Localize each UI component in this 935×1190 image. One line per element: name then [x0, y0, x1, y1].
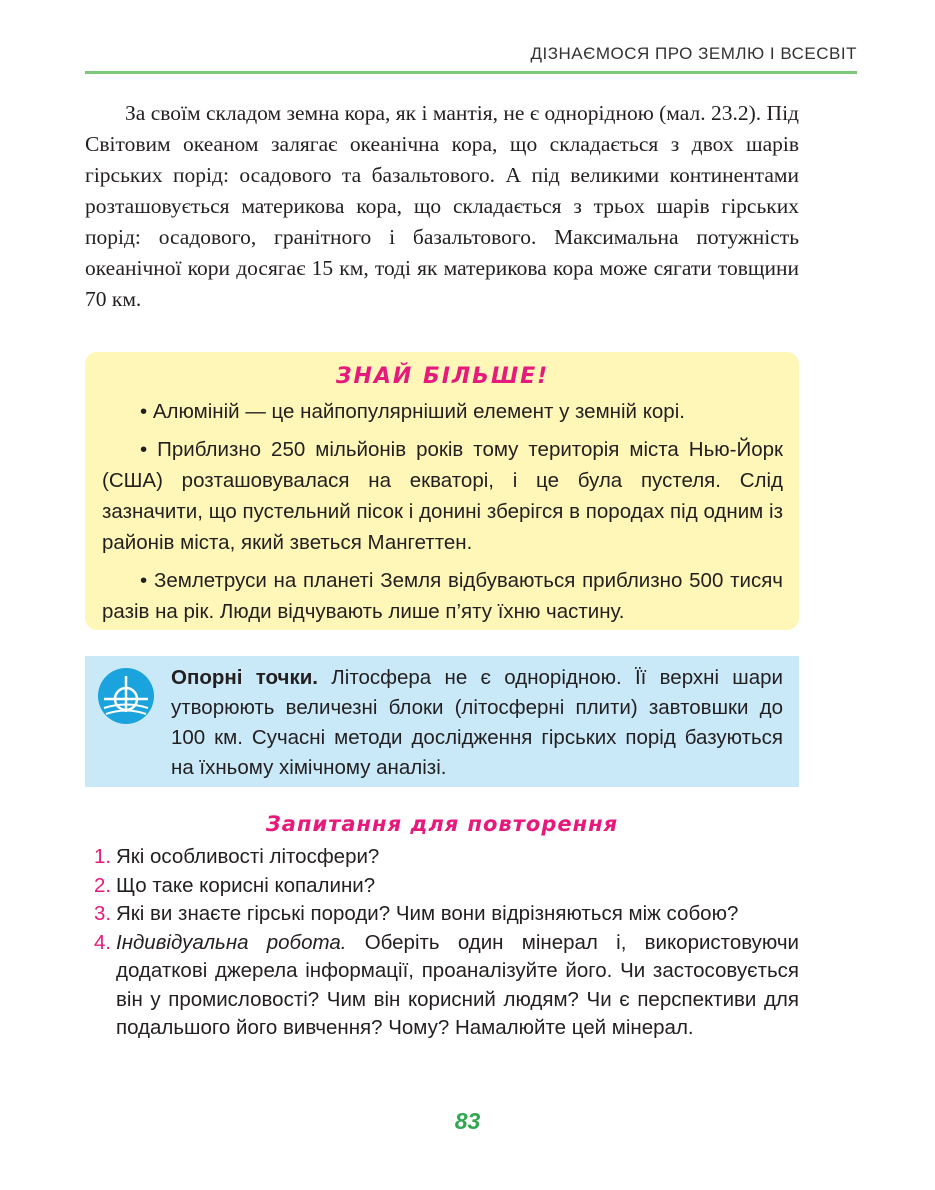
question-text: Які ви знаєте гірські породи? Чим вони відрізняються між собою? — [116, 902, 739, 925]
question-number: 1. — [94, 845, 112, 868]
question-item — [94, 900, 799, 929]
key-points-box — [85, 656, 799, 787]
questions-title: Запитання для повторення — [265, 812, 619, 836]
header-rule — [85, 71, 857, 74]
know-more-title: ЗНАЙ БІЛЬШЕ! — [335, 364, 550, 389]
question-text: Які особливості літосфери? — [116, 845, 380, 868]
question-text: Оберіть один мінерал і, використовуючи додаткові джерела інформації, проаналізуйте його. Чи застосовується він у промисловості? Чим він корисний людям? Чи є перспективи для подальшого його вивчення? Чому? Намалюйте цей мінерал. — [116, 930, 799, 1039]
know-more-item: • Приблизно 250 мільйонів років тому територія міста Нью-Йорк (США) розташовувалася на екваторі, і це була пустеля. Слід зазначити, що пустельний пісок і донині зберігся в породах під одним із районів міста, який зветься Мангеттен. — [102, 438, 783, 554]
question-item — [94, 872, 799, 901]
question-item — [94, 843, 799, 872]
question-text: Що таке корисні копалини? — [116, 873, 376, 897]
intro-paragraph: За своїм складом земна кора, як і мантія, не є однорідною (мал. 23.2). Під Світовим океаном залягає океанічна кора, що складається з двох шарів гірських порід: осадового та базальтового. А під великими континентами розташовується материкова кора, що складається з трьох шарів гірських порід: осадового, гранітного і базальтового. Максимальна потужність океанічної кори досягає 15 км, тоді як материкова кора може сягати товщини 70 км. — [85, 101, 799, 311]
running-header: ДІЗНАЄМОСЯ ПРО ЗЕМЛЮ І ВСЕСВІТ — [530, 44, 857, 63]
page-number: 83 — [454, 1108, 481, 1134]
key-points-body: Літосфера не є однорідною. Її верхні шари утворюють величезні блоки (літосферні плити) завтовшки до 100 км. Сучасні методи дослідження гірських порід базуються на їхньому хімічному аналізі. — [171, 666, 783, 779]
questions-list — [94, 843, 799, 1043]
question-emphasis: Індивідуальна робота. — [116, 930, 347, 954]
know-more-item: • Землетруси на планеті Земля відбуваються приблизно 500 тисяч разів на рік. Люди відчувають лише п’яту їхню частину. — [102, 569, 783, 623]
question-number: 3. — [94, 902, 112, 925]
question-number: 2. — [94, 873, 112, 897]
question-number: 4. — [94, 930, 112, 954]
target-crosshair-icon — [98, 668, 154, 724]
question-item — [94, 929, 799, 1043]
key-points-text — [171, 663, 783, 783]
know-more-item: • Алюміній — це найпопулярніший елемент у земній корі. — [140, 400, 685, 423]
key-points-label: Опорні точки. — [171, 666, 318, 689]
know-more-box — [85, 352, 799, 630]
